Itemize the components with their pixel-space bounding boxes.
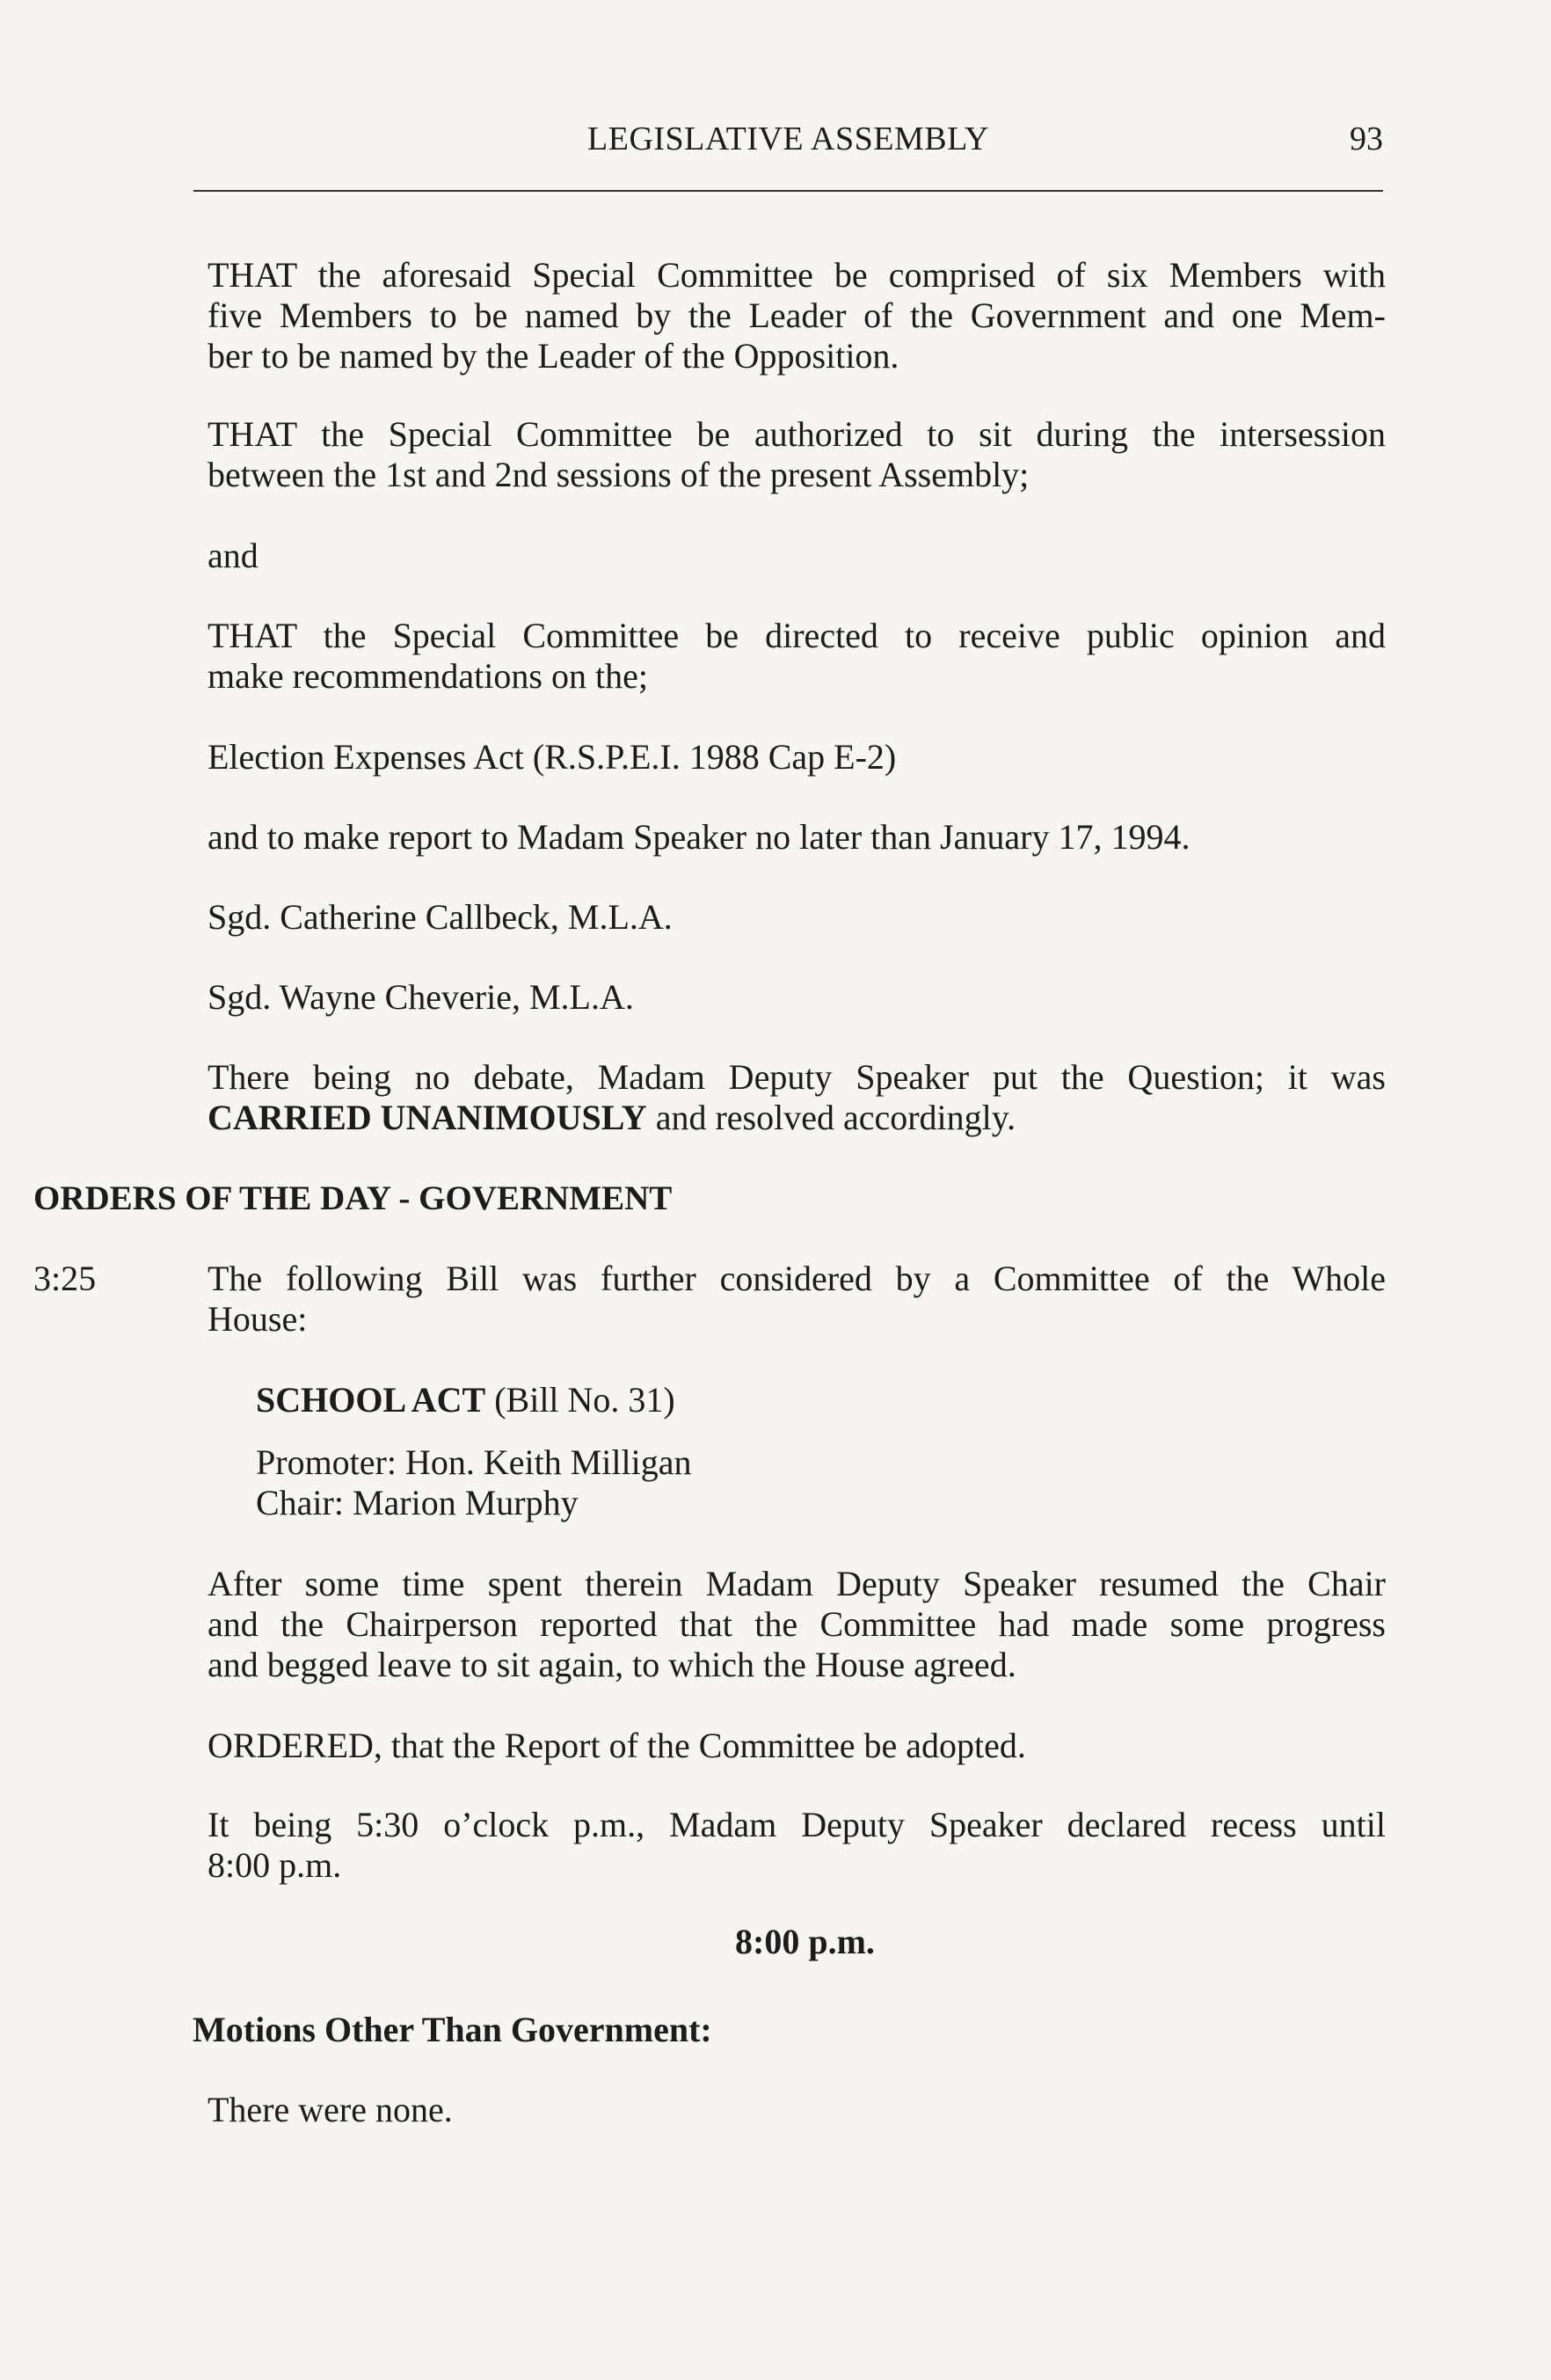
carried-unanimously: CARRIED UNANIMOUSLY [208,1098,647,1137]
motions-none [208,2090,1386,2130]
text-line: and begged leave to sit again, to which the House agreed. [208,1645,1016,1684]
bill-details [256,1442,692,1523]
text-line [208,1098,1386,1138]
text-line: There being no debate, Madam Deputy Speaker put the Question; it was [208,1057,1386,1097]
text-line: The following Bill was further considered by a Committee of the Whole [208,1259,1386,1298]
text-line: Election Expenses Act (R.S.P.E.I. 1988 Cap E-2) [208,737,897,777]
bill-promoter: Promoter: Hon. Keith Milligan [256,1442,692,1482]
motion-paragraph-directed [208,616,1386,697]
text-line: five Members to be named by the Leader of the Government and one Mem- [208,296,1386,335]
text-line: ORDERED, that the Report of the Committee be adopted. [208,1726,1026,1765]
motion-report-deadline [208,817,1386,858]
motion-paragraph-intersession [208,414,1386,495]
page-header [193,119,1383,172]
text-line: THAT the Special Committee be authorized to sit during the intersession [208,414,1386,454]
text-line: Sgd. Catherine Callbeck, M.L.A. [208,897,673,937]
motion-act-reference [208,737,1386,778]
evening-session-time: 8:00 p.m. [735,1922,875,1961]
text-line: and [208,536,258,575]
page-number: 93 [1350,120,1383,157]
text-line: THAT the Special Committee be directed to receive public opinion and [208,616,1386,655]
bill-chair: Chair: Marion Murphy [256,1483,579,1522]
running-head: LEGISLATIVE ASSEMBLY [587,120,989,157]
bill-name: SCHOOL ACT [256,1380,486,1420]
text-line: and to make report to Madam Speaker no later than January 17, 1994. [208,817,1191,857]
text-line: Sgd. Wayne Cheverie, M.L.A. [208,977,634,1017]
text-line: After some time spent therein Madam Deputy Speaker resumed the Chair [208,1564,1386,1603]
bill-number: (Bill No. 31) [485,1380,675,1420]
orders-heading: ORDERS OF THE DAY - GOVERNMENT [33,1179,673,1217]
motion-paragraph-composition [208,255,1386,376]
text-line: ber to be named by the Leader of the Opposition. [208,336,899,376]
motion-and [208,536,1386,576]
time-label-325: 3:25 [33,1259,97,1298]
orders-intro [208,1259,1386,1340]
text-line: make recommendations on the; [208,656,648,696]
bill-title [256,1380,675,1420]
motions-other-heading: Motions Other Than Government: [193,2010,712,2049]
text-line: and the Chairperson reported that the Committee had made some progress [208,1604,1386,1644]
ordered-adopted [208,1726,1386,1766]
text-line: between the 1st and 2nd sessions of the present Assembly; [208,455,1030,494]
text-line: It being 5:30 o’clock p.m., Madam Deputy Speaker declared recess until [208,1805,1386,1844]
signature-callbeck [208,897,1386,938]
text-line: There were none. [208,2090,453,2129]
motion-result [208,1057,1386,1138]
text-fragment: and resolved accordingly. [646,1098,1016,1137]
text-line: 8:00 p.m. [208,1845,342,1885]
header-rule [193,190,1383,192]
text-line: THAT the aforesaid Special Committee be comprised of six Members with [208,255,1386,295]
text-line: House: [208,1299,308,1339]
signature-cheverie [208,977,1386,1018]
committee-report [208,1564,1386,1685]
recess-statement [208,1805,1386,1886]
